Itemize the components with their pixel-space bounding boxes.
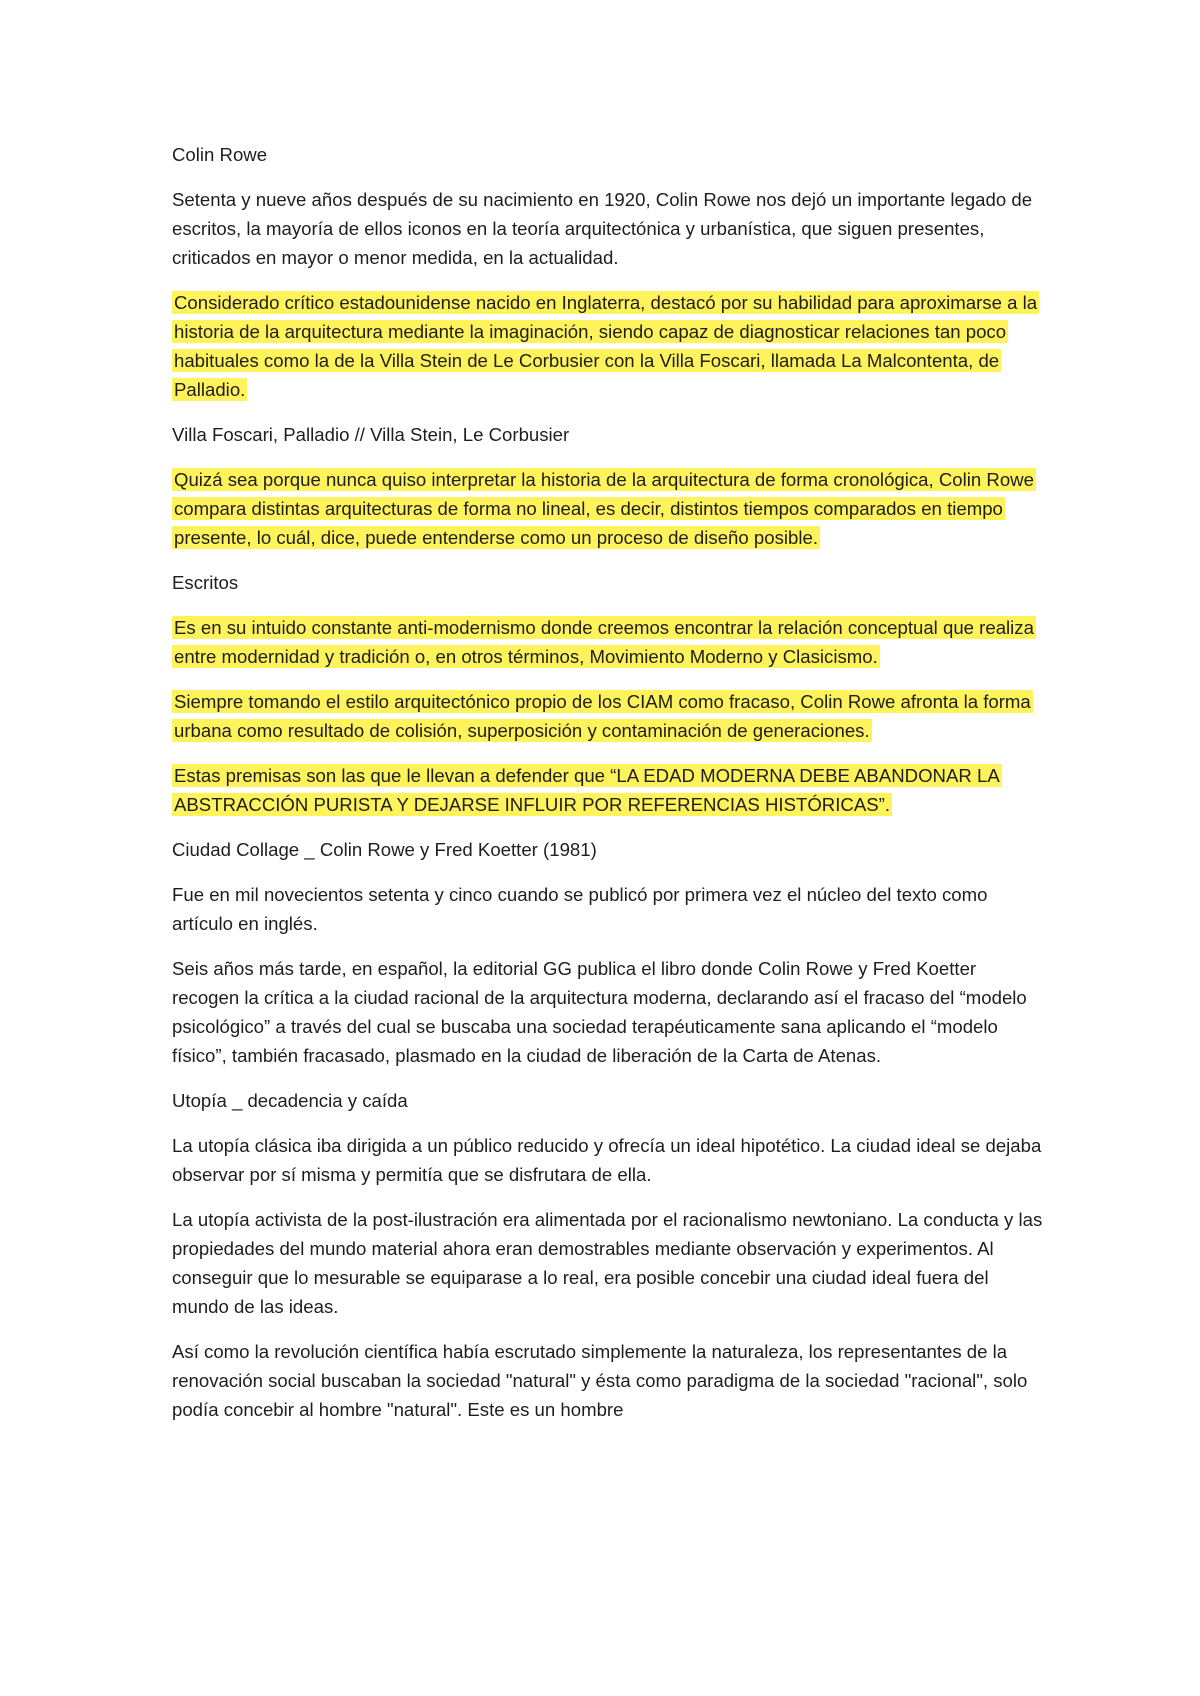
section-heading: Ciudad Collage _ Colin Rowe y Fred Koetter (1981) [172,839,597,860]
highlighted-paragraph [172,288,1044,404]
text-highlight: Es en su intuido constante anti-modernismo donde creemos encontrar la relación conceptual que realiza entre modernidad y tradición o, en otros términos, Movimiento Moderno y Clasicismo. [174,617,1034,667]
text-highlight: Siempre tomando el estilo arquitectónico propio de los CIAM como fracaso, Colin Rowe afronta la forma urbana como resultado de colisión, superposición y contaminación de generaciones. [174,691,1031,741]
document-body [172,140,1044,1440]
section-heading: Utopía _ decadencia y caída [172,1090,408,1111]
paragraph: Así como la revolución científica había escrutado simplemente la naturaleza, los representantes de la renovación social buscaban la sociedad "natural" y ésta como paradigma de la sociedad "racional", solo podía concebir al hombre "natural". Este es un hombre [172,1341,1028,1420]
highlighted-paragraph [172,761,1044,819]
text-highlight: Considerado crítico estadounidense nacido en Inglaterra, destacó por su habilidad para aproximarse a la historia de la arquitectura mediante la imaginación, siendo capaz de diagnosticar relaciones tan poco habituales como la de la Villa Stein de Le Corbusier con la Villa Foscari, llamada La Malcontenta, de Palladio. [174,292,1038,400]
text-highlight: Quizá sea porque nunca quiso interpretar la historia de la arquitectura de forma cronológica, Colin Rowe compara distintas arquitecturas de forma no lineal, es decir, distintos tiempos comparados en tiempo presente, lo cuál, dice, puede entenderse como un proceso de diseño posible. [174,469,1034,548]
document-title: Colin Rowe [172,144,268,165]
image-caption: Villa Foscari, Palladio // Villa Stein, Le Corbusier [172,424,570,445]
section-heading: Escritos [172,572,239,593]
highlighted-paragraph [172,465,1044,552]
paragraph: Fue en mil novecientos setenta y cinco cuando se publicó por primera vez el núcleo del texto como artículo en inglés. [172,884,988,934]
text-highlight: Estas premisas son las que le llevan a defender que “LA EDAD MODERNA DEBE ABANDONAR LA ABSTRACCIÓN PURISTA Y DEJARSE INFLUIR POR REFERENCIAS HISTÓRICAS”. [174,765,1000,815]
paragraph: La utopía activista de la post-ilustración era alimentada por el racionalismo newtoniano. La conducta y las propiedades del mundo material ahora eran demostrables mediante observación y experimentos. Al conseguir que lo mesurable se equiparase a lo real, era posible concebir una ciudad ideal fuera del mundo de las ideas. [172,1209,1043,1317]
paragraph: La utopía clásica iba dirigida a un público reducido y ofrecía un ideal hipotético. La ciudad ideal se dejaba observar por sí misma y permitía que se disfrutara de ella. [172,1135,1042,1185]
paragraph: Setenta y nueve años después de su nacimiento en 1920, Colin Rowe nos dejó un importante legado de escritos, la mayoría de ellos iconos en la teoría arquitectónica y urbanística, que siguen presentes, criticados en mayor o menor medida, en la actualidad. [172,189,1033,268]
paragraph: Seis años más tarde, en español, la editorial GG publica el libro donde Colin Rowe y Fred Koetter recogen la crítica a la ciudad racional de la arquitectura moderna, declarando así el fracaso del “modelo psicológico” a través del cual se buscaba una sociedad terapéuticamente sana aplicando el “modelo físico”, también fracasado, plasmado en la ciudad de liberación de la Carta de Atenas. [172,958,1027,1066]
highlighted-paragraph [172,687,1044,745]
highlighted-paragraph [172,613,1044,671]
